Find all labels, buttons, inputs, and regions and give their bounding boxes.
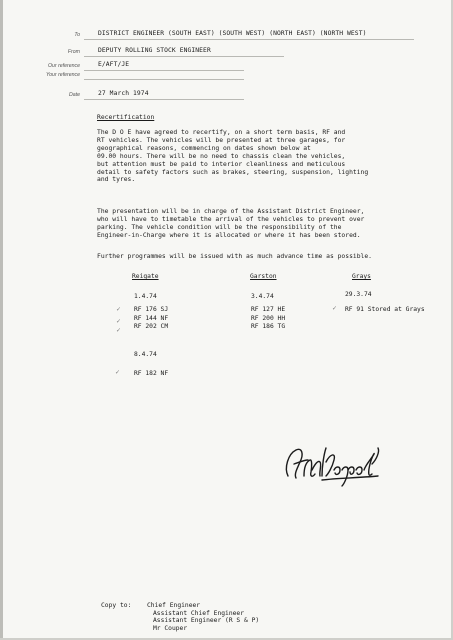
copy-recipient: Mr Couper: [153, 624, 188, 632]
pencil-tick-mark: ✓: [116, 306, 122, 313]
paragraph-1: [97, 129, 368, 184]
pencil-tick-mark: ✓: [115, 369, 121, 376]
from-value: DEPUTY ROLLING STOCK ENGINEER: [98, 47, 211, 54]
vehicle-entry: RF 176 SJ: [134, 306, 169, 313]
paragraph-2-line: parking. The vehicle condition will be the responsibility of the: [97, 223, 342, 231]
garston-date-1: 3.4.74: [251, 293, 274, 300]
paragraph-3: Further programmes will be issued with as much advance time as possible.: [97, 253, 372, 260]
date-rule: [84, 99, 244, 100]
vehicle-entry: RF 144 NF: [134, 314, 169, 322]
your-reference-label: Your reference: [45, 72, 80, 78]
copy-recipient: Assistant Engineer (R S & P): [153, 617, 260, 625]
vehicle-entry: RF 200 HH: [251, 314, 286, 322]
copy-to-list: [147, 602, 259, 632]
paragraph-2-line: The presentation will be in charge of the Assistant District Engineer,: [97, 208, 365, 215]
paragraph-1-line: RT vehicles. The vehicles will be presented at three garages, for: [97, 136, 346, 144]
pencil-tick-mark: ✓: [332, 305, 338, 312]
copy-to-label: Copy to:: [101, 602, 132, 609]
our-reference-rule: [84, 70, 244, 71]
date-label: Date: [69, 92, 80, 98]
pencil-tick-mark: ✓: [116, 327, 122, 334]
to-value: DISTRICT ENGINEER (SOUTH EAST) (SOUTH WEST) (NORTH EAST) (NORTH WEST): [98, 30, 367, 37]
paragraph-1-line: detail to safety factors such as brakes, steering, suspension, lighting: [97, 168, 369, 176]
pencil-tick-mark: ✓: [116, 318, 122, 325]
grays-vehicle-list-1: [345, 306, 425, 313]
from-label: From: [67, 49, 80, 55]
subject-heading: Recertification: [97, 114, 155, 121]
scan-edge-left: [0, 0, 3, 640]
reigate-date-2: 8.4.74: [134, 351, 157, 358]
to-label: To: [74, 32, 80, 38]
vehicle-entry: RF 186 TG: [251, 323, 286, 331]
copy-recipient: Assistant Chief Engineer: [153, 609, 244, 617]
reigate-date-1: 1.4.74: [134, 293, 157, 300]
paragraph-1-line: 09.00 hours. There will be no need to chassis clean the vehicles,: [97, 152, 346, 160]
reigate-vehicle-list-1: [134, 306, 168, 332]
paragraph-1-line: The D O E have agreed to recertify, on a short term basis, RF and: [97, 129, 346, 136]
vehicle-entry: RF 91 Stored at Grays: [345, 306, 425, 313]
date-value: 27 March 1974: [98, 90, 149, 97]
vehicle-entry: RF 202 CM: [134, 323, 169, 331]
paragraph-1-line: but attention must be paid to interior cleanliness and meticulous: [97, 160, 346, 168]
copy-recipient: Chief Engineer: [147, 602, 201, 609]
paragraph-1-line: and tyres.: [97, 176, 136, 184]
reigate-vehicle-list-2: [134, 370, 168, 377]
garage-heading-grays: Grays: [352, 273, 371, 280]
garage-heading-garston: Garston: [250, 273, 277, 280]
garston-vehicle-list-1: [251, 306, 285, 332]
your-reference-rule: [84, 79, 244, 80]
garage-heading-reigate: Reigate: [132, 273, 159, 280]
to-rule: [84, 39, 414, 40]
vehicle-entry: RF 182 NF: [134, 370, 169, 377]
paragraph-2-line: who will have to timetable the arrival of the vehicles to prevent over: [97, 215, 365, 223]
our-reference-label: Our reference: [47, 63, 80, 69]
paragraph-2: [97, 208, 364, 240]
paragraph-2-line: Engineer-in-Charge where it is allocated or where it has been stored.: [97, 231, 361, 239]
our-reference-value: E/AFT/JE: [98, 61, 130, 68]
handwritten-signature: [282, 440, 392, 488]
grays-date-1: 29.3.74: [345, 291, 372, 298]
paragraph-1-line: geographical reasons, commencing on dates shown below at: [97, 144, 311, 152]
from-rule: [84, 56, 284, 57]
vehicle-entry: RF 127 HE: [251, 306, 286, 313]
